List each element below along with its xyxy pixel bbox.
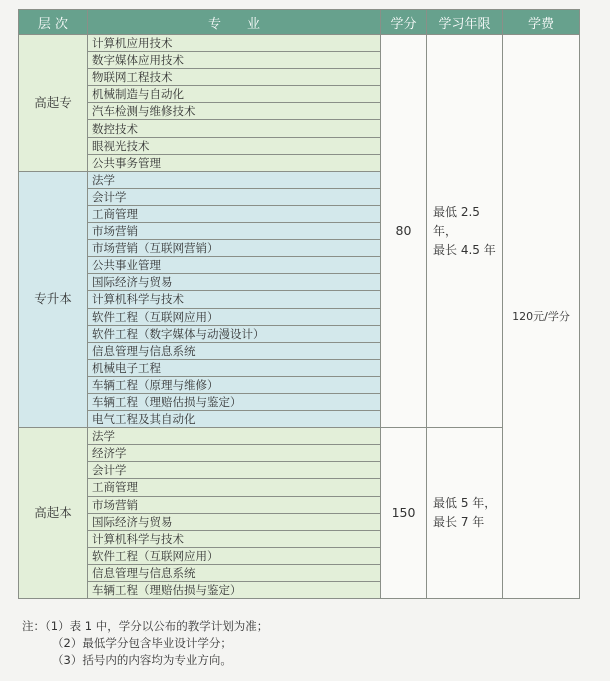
duration-line: 最长 7 年: [433, 515, 485, 530]
fee-cell: 120元/学分: [503, 35, 580, 599]
duration-cell: [427, 35, 503, 428]
duration-line: 最低 5 年，: [433, 496, 497, 511]
major-cell: 车辆工程（理赔估损与鉴定）: [88, 393, 381, 410]
major-cell: 软件工程（数字媒体与动漫设计）: [88, 325, 381, 342]
major-cell: 软件工程（互联网应用）: [88, 547, 381, 564]
header-duration: 学习年限: [427, 10, 503, 35]
major-cell: 法学: [88, 171, 381, 188]
note-line: （3）括号内的内容均为专业方向。: [52, 653, 232, 667]
major-cell: 电气工程及其自动化: [88, 411, 381, 428]
note-item: （1）表 1 中，学分以公布的教学计划为准；: [45, 619, 269, 633]
major-cell: 汽车检测与维修技术: [88, 103, 381, 120]
level-cell: 专升本: [19, 171, 88, 427]
major-cell: 国际经济与贸易: [88, 513, 381, 530]
credits-cell: 150: [381, 428, 427, 599]
major-cell: 经济学: [88, 445, 381, 462]
major-cell: 车辆工程（理赔估损与鉴定）: [88, 582, 381, 599]
major-cell: 工商管理: [88, 479, 381, 496]
major-cell: 数控技术: [88, 120, 381, 137]
major-cell: 法学: [88, 428, 381, 445]
level-cell: 高起本: [19, 428, 88, 599]
major-cell: 工商管理: [88, 205, 381, 222]
major-cell: 市场营销: [88, 496, 381, 513]
table-row: [19, 428, 580, 445]
major-cell: 国际经济与贸易: [88, 274, 381, 291]
notes: [22, 618, 268, 669]
level-cell: 高起专: [19, 35, 88, 172]
major-cell: 会计学: [88, 188, 381, 205]
table-header-row: [19, 10, 580, 35]
major-cell: 公共事务管理: [88, 154, 381, 171]
major-cell: 机械制造与自动化: [88, 86, 381, 103]
header-level: 层 次: [19, 10, 88, 35]
header-major: 专 业: [88, 10, 381, 35]
major-cell: 市场营销: [88, 223, 381, 240]
note-line: （2）最低学分包含毕业设计学分；: [52, 636, 232, 650]
program-table: [18, 9, 580, 599]
major-cell: 公共事业管理: [88, 257, 381, 274]
major-cell: 计算机科学与技术: [88, 291, 381, 308]
major-cell: 计算机科学与技术: [88, 530, 381, 547]
duration-line: 最低 2.5 年，: [433, 204, 480, 238]
major-cell: 市场营销（互联网营销）: [88, 240, 381, 257]
major-cell: 计算机应用技术: [88, 35, 381, 52]
major-cell: 车辆工程（原理与维修）: [88, 376, 381, 393]
note-line: [22, 618, 268, 635]
table-row: [19, 35, 580, 52]
header-credits: 学分: [381, 10, 427, 35]
header-fee: 学费: [503, 10, 580, 35]
major-cell: 信息管理与信息系统: [88, 342, 381, 359]
major-cell: 软件工程（互联网应用）: [88, 308, 381, 325]
major-cell: 机械电子工程: [88, 359, 381, 376]
major-cell: 数字媒体应用技术: [88, 52, 381, 69]
notes-prefix: 注：: [22, 619, 45, 633]
major-cell: 会计学: [88, 462, 381, 479]
credits-cell: 80: [381, 35, 427, 428]
major-cell: 物联网工程技术: [88, 69, 381, 86]
table-body: [19, 35, 580, 599]
major-cell: 眼视光技术: [88, 137, 381, 154]
duration-line: 最长 4.5 年: [433, 242, 496, 257]
major-cell: 信息管理与信息系统: [88, 564, 381, 581]
duration-cell: [427, 428, 503, 599]
